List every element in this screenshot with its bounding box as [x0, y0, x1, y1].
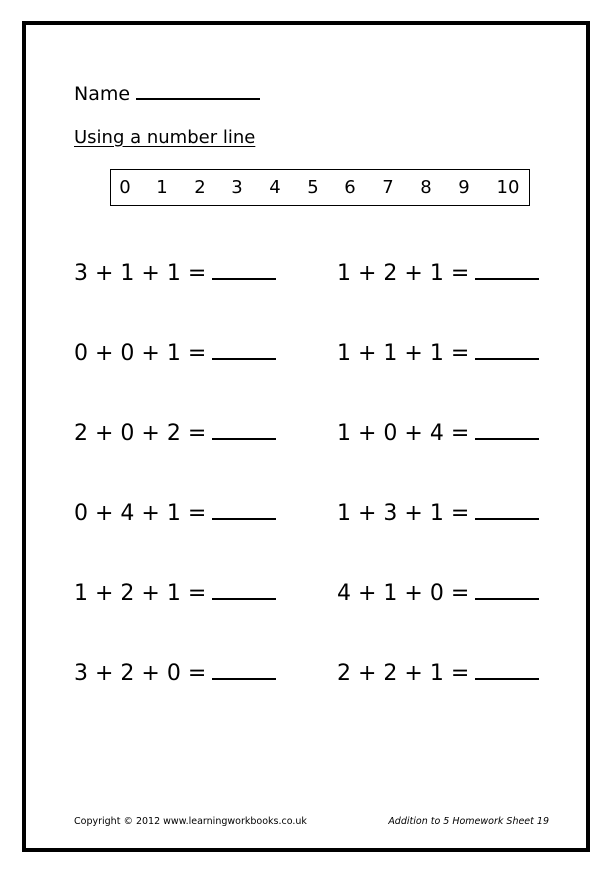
footer-sheet-title: Addition to 5 Homework Sheet 19 — [388, 816, 549, 827]
number-line-tick: 8 — [420, 177, 432, 198]
problem-right-2 — [337, 338, 539, 368]
problem-left-4 — [74, 498, 276, 528]
number-line — [110, 169, 530, 206]
problem-expression: 3 + 2 + 0 = — [74, 661, 207, 686]
problem-left-2 — [74, 338, 276, 368]
answer-blank[interactable] — [212, 338, 276, 360]
number-line-tick: 6 — [344, 177, 356, 198]
name-label: Name — [74, 83, 131, 105]
problem-right-1 — [337, 258, 539, 288]
worksheet-frame — [22, 21, 590, 852]
number-line-tick: 5 — [307, 177, 319, 198]
name-row — [74, 80, 260, 106]
problem-expression: 0 + 0 + 1 = — [74, 341, 207, 366]
number-line-tick: 2 — [194, 177, 206, 198]
answer-blank[interactable] — [475, 498, 539, 520]
number-line-tick: 3 — [231, 177, 243, 198]
answer-blank[interactable] — [212, 658, 276, 680]
problem-right-3 — [337, 418, 539, 448]
problem-left-1 — [74, 258, 276, 288]
problem-right-6 — [337, 658, 539, 688]
answer-blank[interactable] — [475, 418, 539, 440]
problem-left-3 — [74, 418, 276, 448]
answer-blank[interactable] — [475, 658, 539, 680]
footer-copyright: Copyright © 2012 www.learningworkbooks.co.uk — [74, 816, 307, 827]
problem-expression: 1 + 1 + 1 = — [337, 341, 470, 366]
problem-expression: 1 + 2 + 1 = — [337, 261, 470, 286]
answer-blank[interactable] — [475, 258, 539, 280]
problem-expression: 3 + 1 + 1 = — [74, 261, 207, 286]
problem-right-5 — [337, 578, 539, 608]
answer-blank[interactable] — [212, 418, 276, 440]
answer-blank[interactable] — [475, 578, 539, 600]
number-line-tick: 9 — [458, 177, 470, 198]
number-line-tick: 10 — [496, 177, 520, 198]
problem-right-4 — [337, 498, 539, 528]
number-line-tick: 1 — [156, 177, 168, 198]
problem-expression: 2 + 2 + 1 = — [337, 661, 470, 686]
problem-expression: 1 + 0 + 4 = — [337, 421, 470, 446]
problem-expression: 4 + 1 + 0 = — [337, 581, 470, 606]
number-line-tick: 7 — [382, 177, 394, 198]
problem-left-6 — [74, 658, 276, 688]
problem-left-5 — [74, 578, 276, 608]
worksheet-subtitle: Using a number line — [74, 127, 256, 148]
answer-blank[interactable] — [475, 338, 539, 360]
problem-expression: 1 + 2 + 1 = — [74, 581, 207, 606]
number-line-tick: 0 — [119, 177, 131, 198]
answer-blank[interactable] — [212, 578, 276, 600]
problem-expression: 0 + 4 + 1 = — [74, 501, 207, 526]
problem-expression: 2 + 0 + 2 = — [74, 421, 207, 446]
problem-expression: 1 + 3 + 1 = — [337, 501, 470, 526]
name-blank[interactable] — [136, 80, 260, 100]
answer-blank[interactable] — [212, 258, 276, 280]
answer-blank[interactable] — [212, 498, 276, 520]
number-line-tick: 4 — [269, 177, 281, 198]
